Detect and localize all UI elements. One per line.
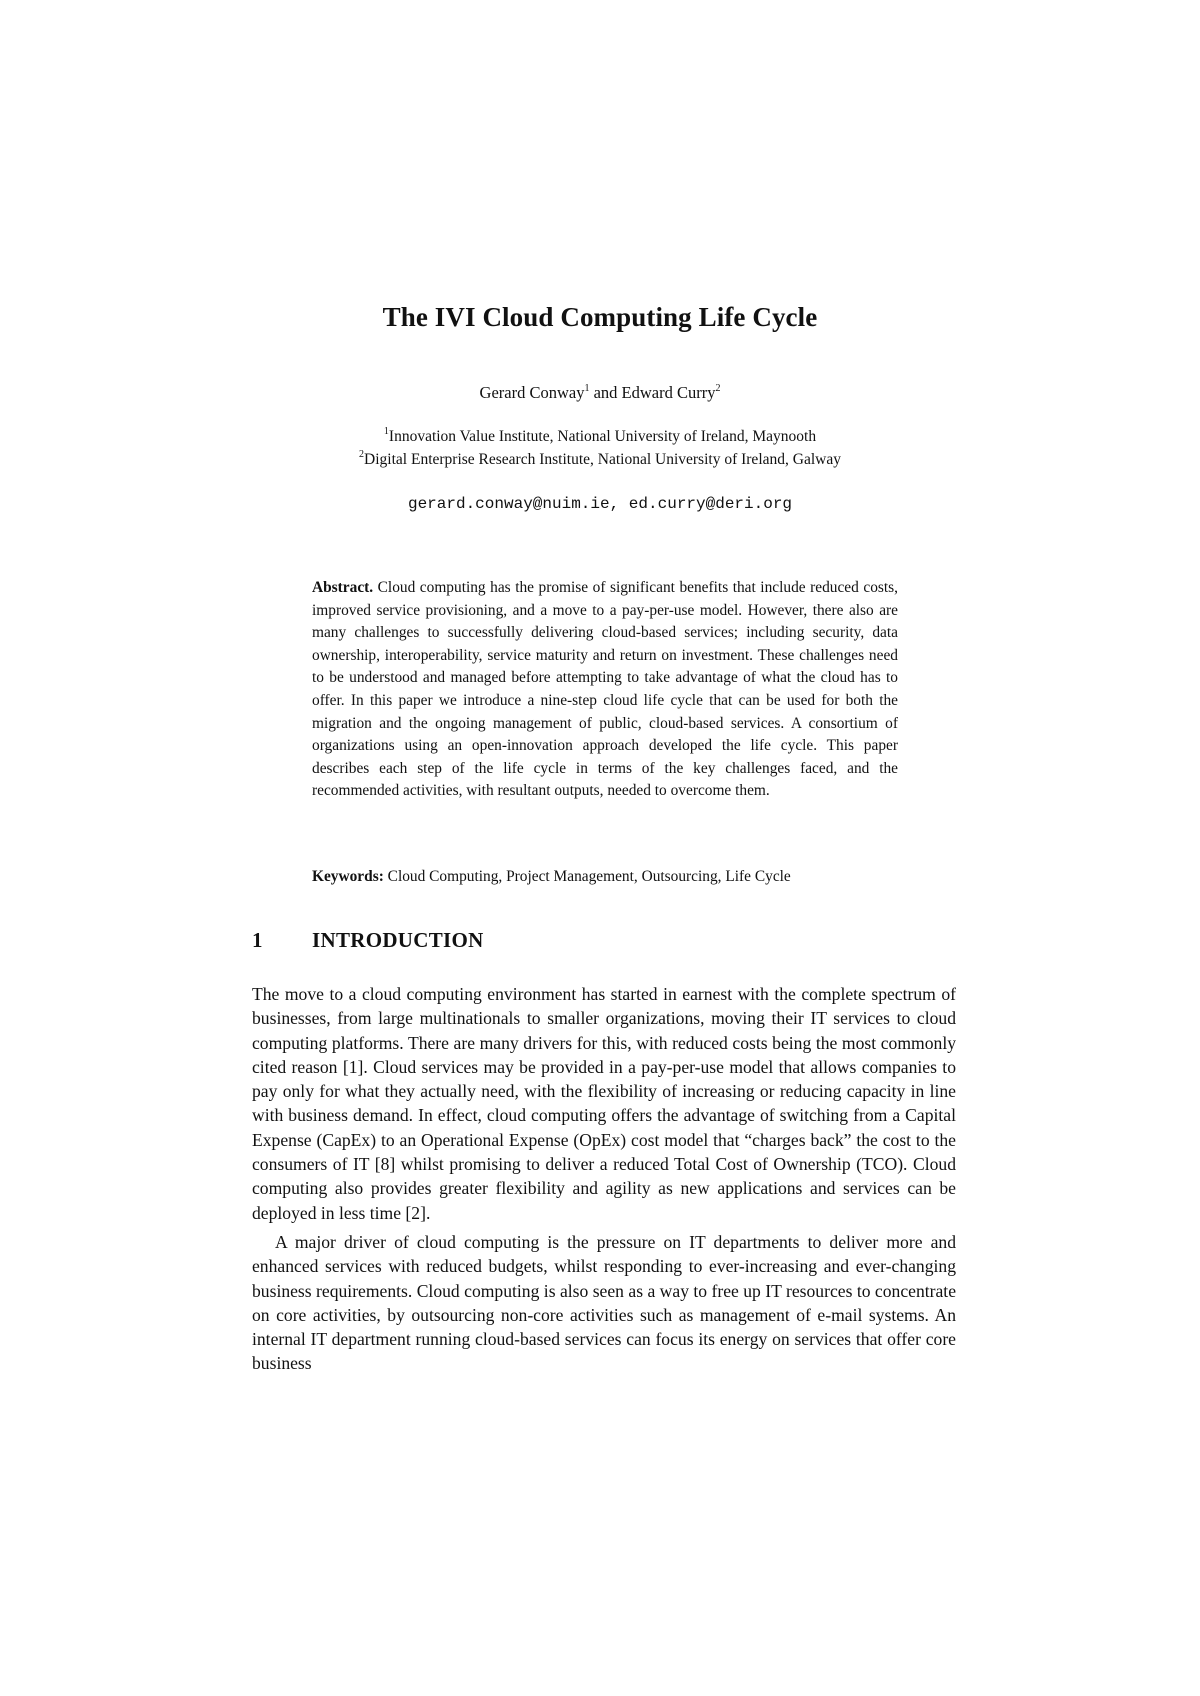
section-number: 1 [252,928,263,952]
keywords-text: Cloud Computing, Project Management, Outsourcing, Life Cycle [383,868,791,885]
author-line [0,383,1200,403]
author-connector: and [589,383,622,402]
author-name: Gerard Conway [479,383,585,402]
affiliation [0,428,1200,446]
paper-title: The IVI Cloud Computing Life Cycle [382,302,818,332]
body-text [252,982,956,1376]
section-heading [252,928,952,958]
keywords-label: Keywords: [312,868,384,885]
affiliation [0,451,1200,469]
section-title: INTRODUCTION [312,928,484,952]
paragraph: The move to a cloud computing environment has started in earnest with the complete spectrum of businesses, from large multinationals to smaller organizations, moving their IT services to cloud computing platforms. There are many drivers for this, with reduced costs being the most commonly cited reason [1]. Cloud services may be provided in a pay-per-use model that allows companies to pay only for what they actually need, with the flexibility of increasing or reducing capacity in line with business demand. In effect, cloud computing offers the advantage of switching from a Capital Expense (CapEx) to an Operational Expense (OpEx) cost model that “charges back” the cost to the consumers of IT [8] whilst promising to deliver a reduced Total Cost of Ownership (TCO). Cloud computing also provides greater flexibility and agility as new applications and services can be deployed in less time [2]. [252,984,956,1223]
affiliation-marker: 1 [584,383,590,394]
affiliation-marker: 2 [715,383,721,394]
abstract [312,577,898,803]
affiliation-text: Digital Enterprise Research Institute, National University of Ireland, Galway [364,451,841,468]
author-name: Edward Curry [621,383,716,402]
abstract-label: Abstract. [312,579,374,596]
author-emails: gerard.conway@nuim.ie, ed.curry@deri.org [407,495,793,513]
keywords [312,866,898,889]
abstract-text: Cloud computing has the promise of significant benefits that include reduced costs, improved service provisioning, and a move to a pay-per-use model. However, there also are many challenges to successfully delivering cloud-based services; including security, data ownership, interoperability, service maturity and return on investment. These challenges need to be understood and managed before attempting to take advantage of what the cloud has to offer. In this paper we introduce a nine-step cloud life cycle that can be used for both the migration and the ongoing management of public, cloud-based services. A consortium of organizations using an open-innovation approach developed the life cycle. This paper describes each step of the life cycle in terms of the key challenges faced, and the recommended activities, with resultant outputs, needed to overcome them. [312,579,898,800]
affiliation-marker: 1 [383,426,389,437]
paragraph: A major driver of cloud computing is the pressure on IT departments to deliver more and enhanced services with reduced budgets, whilst responding to ever-increasing and ever-changing business requirements. Cloud computing is also seen as a way to free up IT resources to concentrate on core activities, by outsourcing non-core activities such as management of e-mail systems. An internal IT department running cloud-based services can focus its energy on services that offer core business [252,1231,956,1374]
affiliation-text: Innovation Value Institute, National University of Ireland, Maynooth [388,428,817,445]
affiliation-marker: 2 [359,449,365,460]
